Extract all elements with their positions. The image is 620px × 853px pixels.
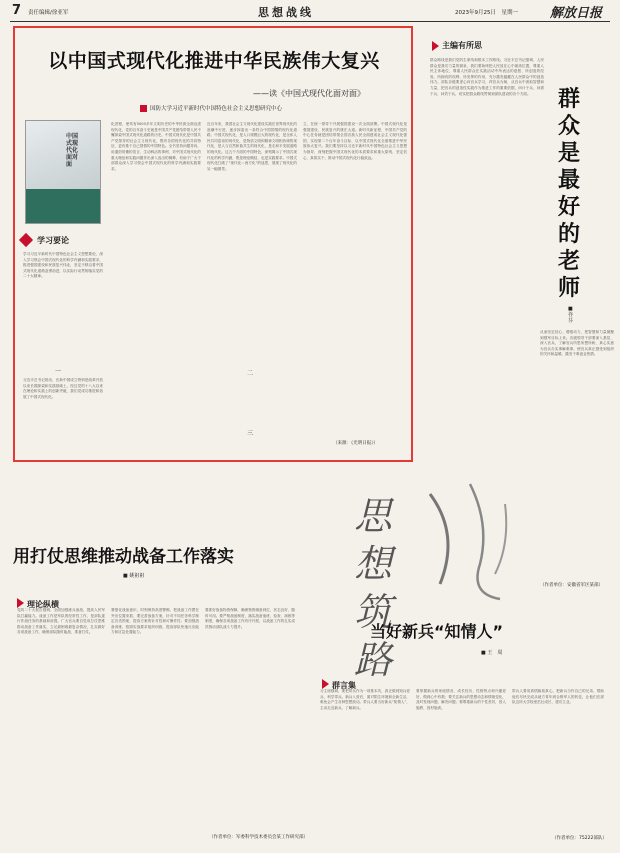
second-source: （作者单位：军委科学技术委员会某工作研究部） xyxy=(209,835,308,840)
lead-body-col2: 化进程，使具有5000多年文明历史的中华民族全面迈进现代化，党的百年奋斗史就是中国共产党团结带领人民不懈探索中国式现代化道路的历史。中国式现代化是中国共产党领导的社会主义现代化，既有各国现代化的共同特征，更有基于自己国情的中国特色。全书坚持问题导向，用通俗易懂的语言、生动鲜活的事例，对中国式现代化的重大理论和实践问题作出深入浅出的阐释，有助于广大干部群众深入学习领会中国式现代化的科学内涵和实践要求。 xyxy=(111,122,201,171)
third-source: （作者单位：75222部队） xyxy=(552,836,607,841)
study-label-icon xyxy=(19,233,33,247)
lead-title: 以中国式现代化推进中华民族伟大复兴 xyxy=(48,50,380,72)
second-body-col2: 要强化战备意识，时刻保持高度警惕，把战备工作摆在突出位置来抓；要完善战备方案，针对不同任务科学制定各类预案，提高方案的针对性和可操作性；要加强战备训练，按照实战要求组织训练，提高部队快速反应能力和应急处置能力。 xyxy=(111,608,199,635)
page-number: 7 xyxy=(12,3,22,18)
newspaper-logo: 解放日报 xyxy=(550,6,603,21)
masthead xyxy=(0,0,620,22)
lead-body-col1: 学习习近平新时代中国特色社会主义思想要论，深入学习领会中国式现代化的科学内涵和实践要求，推进强国建设和民族复兴伟业，坚定不移沿着中国式现代化道路奋勇前进，以实际行动贯彻落实党的二十大精神。 xyxy=(23,252,103,279)
book-cover-band xyxy=(26,189,100,223)
study-label-text: 学习要论 xyxy=(37,236,69,245)
calligraphy-text: 思想筑路 xyxy=(354,494,393,682)
byline-text: 国防大学习近平新时代中国特色社会主义思想研究中心 xyxy=(150,106,283,112)
third-body-col3: 带兵人要用真情换取真心，把新兵当作自己的兄弟，帮助他们尽快完成从地方青年到合格军人的转变，让他们在部队这所大学校里茁壮成长、建功立业。 xyxy=(512,689,604,705)
lead-source: （来源：《光明日报》） xyxy=(333,441,378,446)
note-label-icon xyxy=(432,41,439,51)
right-column-body: 从而坚定信心、增强动力，把智慧和力量凝聚到强军目标上来。各级领导干部要深入基层、深入官兵，了解官兵所思所想所盼，真心实意为官兵办实事解难事，使官兵真正感受到组织的关怀和温暖，激发干事创业热情。 xyxy=(540,330,614,357)
editor-note-label xyxy=(432,40,482,51)
lead-section-one: 一 xyxy=(55,368,62,375)
editor-note-side-title: 群众是最好的老师 xyxy=(558,86,581,301)
lead-section-three: 三 xyxy=(247,430,254,437)
third-title: 当好新兵“知情人” xyxy=(370,622,504,641)
second-title: 用打仗思维推动战备工作落实 xyxy=(13,547,234,567)
lead-body-col1b: 习近平总书记指出，在新中国成立特别是改革开放以来长期探索和实践基础上，经过党的十八大以来在理论和实践上的创新突破，我们党成功推进和拓展了中国式现代化。 xyxy=(23,378,103,399)
calligraphy-brush-strokes xyxy=(410,474,530,604)
third-body-col1: 习主席强调，要把带兵作为一项基本功，真正做到知兵爱兵、科学带兵。新兵入营后，面对陌生环境和全新生活，难免会产生各种思想波动。带兵人要当好新兵“知情人”，主动走近新兵、了解新兵。 xyxy=(320,689,410,710)
book-cover-title: 中国式现代化面对面 xyxy=(66,133,79,168)
second-tag-icon xyxy=(17,598,24,608)
third-tag-text: 群言集 xyxy=(332,681,356,690)
third-body-col2: 要掌握新兵的家庭情况、成长经历、性格特点和兴趣爱好，做到心中有数；要关注新兵的思想动态和情绪变化，及时发现问题、解决问题；要尊重新兵的个性差异，因人施教、因材施训。 xyxy=(416,689,506,710)
second-body-col1: 党的二十大报告强调，全面加强练兵备战，提高人民军队打赢能力。战备工作是军队的经常性工作，是部队遂行作战任务的基础和前提。广大官兵要自觉用打仗思维推动战备工作落实，立足最困难最复杂情况，扎实做好各项战备工作，确保部队随时能战、准备打仗。 xyxy=(17,608,105,635)
second-article xyxy=(13,470,313,845)
byline-marker-icon xyxy=(140,105,147,112)
second-body-col3: 要抓好战备物资保障，确保物资储备到位、状态良好、随时可用。要严格战备制度，落实战备值班、检查、演练等制度，确保各项战备工作有序开展，以战备工作的扎实成效推动部队战斗力提升。 xyxy=(205,608,295,629)
book-cover xyxy=(25,120,101,224)
lead-article xyxy=(13,26,413,462)
lead-section-two: 二 xyxy=(247,370,254,377)
lead-subtitle: ——读《中国式现代化面对面》 xyxy=(253,89,365,98)
editor-note-body-left: 群众路线是我们党的生命线和根本工作路线。习近平总书记强调，人民群众是我们力量的源泉，我们要始终把人民放在心中最高位置，尊重人民主体地位，尊重人民群众在实践活动中所表达的意愿、所创造的经验、所拥有的权利、所发挥的作用，充分激发蕴藏在人民群众中的创造伟力。部队各级要虚心向官兵学习，拜官兵为师，从官兵中汲取智慧和力量，把官兵的创造性实践作为推进工作的重要依据，问计于兵、问需于兵、问效于兵，切实把群众路线贯彻到部队建设的各个方面。 xyxy=(430,58,544,96)
lead-body-col4: 立，在统一领导下开展强国建设一次全面部署。中国式现代化是强国建设、民族复兴的康庄大道。新时代新征程，中国共产党的中心任务就是团结带领全国各族人民全面建成社会主义现代化强国、实现第二个百年奋斗目标，以中国式现代化全面推进中华民族伟大复兴。我们要坚持以习近平新时代中国特色社会主义思想为指导，深刻把握中国式现代化的本质要求和重大原则，坚定信心、真抓实干，推动中国式现代化行稳致远。 xyxy=(303,122,407,160)
editor-note-author: ■ 谷 芬 xyxy=(568,306,579,324)
third-tag-icon xyxy=(322,679,329,689)
lead-byline xyxy=(140,104,410,112)
study-label xyxy=(21,235,101,247)
right-column-source: （作者单位：安徽省军区某部） xyxy=(540,583,603,588)
third-article xyxy=(316,615,616,847)
issue-date: 2023年9月25日 星期一 xyxy=(455,10,518,16)
section-editor: 责任编辑/徐亚军 xyxy=(28,10,69,16)
note-label-text: 主编有所思 xyxy=(442,41,482,50)
third-author: ■ 王 周 xyxy=(481,650,503,656)
second-author: ■ 姚祖祖 xyxy=(123,573,145,579)
second-tag-text: 理论纵横 xyxy=(27,600,59,609)
lead-body-col3: 近百年来，我国社会主义现代化建设实践在世界现代化的浪潮中行进，逐步探索出一条符合中国国情的现代化道路。中国式现代化，是人口规模巨大的现代化，是全体人民共同富裕的现代化，是物质文明和精神文明相协调的现代化，是人与自然和谐共生的现代化，是走和平发展道路的现代化。这五个方面的中国特色，深刻揭示了中国式现代化的科学内涵，既是理论概括，也是实践要求。中国式现代化打破了“现代化＝西方化”的迷思，展现了现代化的另一幅图景。 xyxy=(207,122,297,171)
column-title: 思想战线 xyxy=(258,6,314,19)
